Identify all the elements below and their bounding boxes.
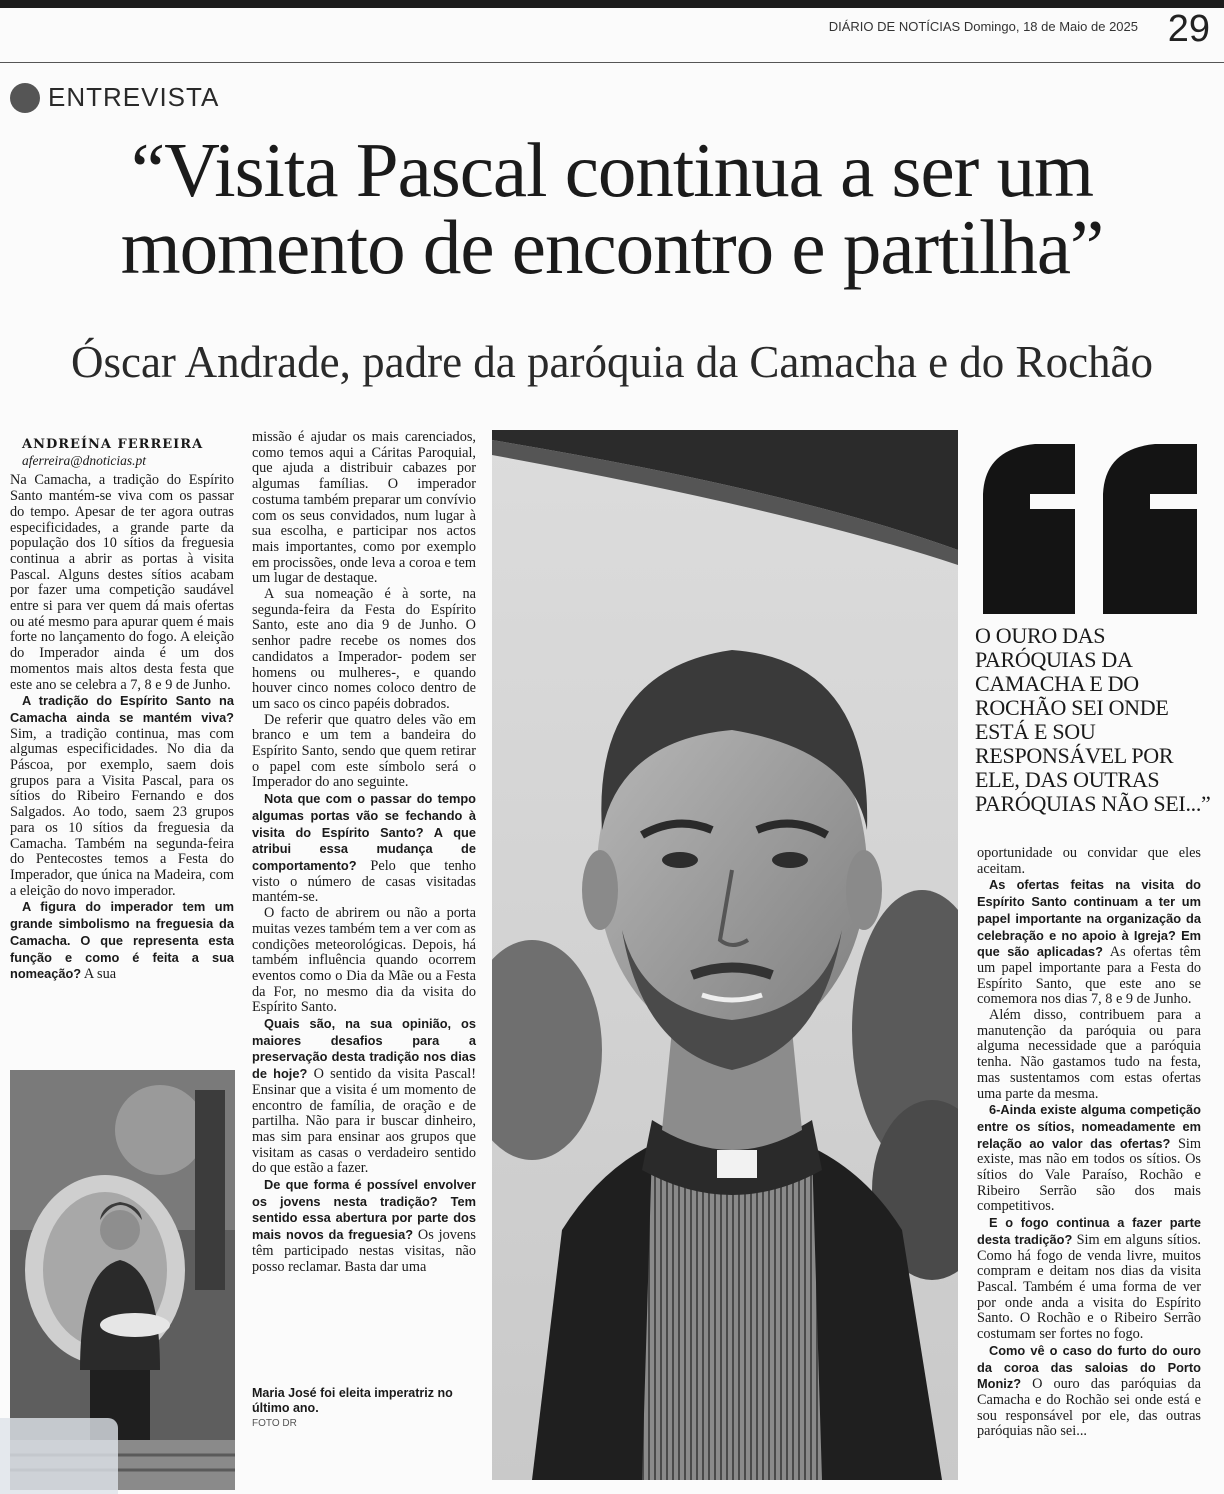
headline — [14, 127, 1210, 290]
article-paragraph: missão é ajudar os mais carenciados, como temos aqui a Cáritas Paroquial, que ajuda a distribuir cabazes por algumas famílias. O imperador costuma também preparar um convívio com os seus convidados, num lugar à sua escolha, e participar nos actos mais importantes, como por exemplo em procissões, onde leva a coroa e tem um lugar de destaque. — [252, 429, 476, 587]
header-rule — [0, 62, 1224, 63]
article-paragraph: De referir que quatro deles vão em branco e um tem a bandeira do Espírito Santo, sendo que quem retirar o papel com este símbolo será o Imperador do ano seguinte. — [252, 711, 476, 791]
interview-question: De que forma é possível envolver os jovens nesta tradição? Tem sentido essa abertura por parte dos mais novos da freguesia? — [252, 1177, 476, 1243]
headline-line-1: “Visita Pascal continua a ser um — [131, 127, 1093, 213]
interview-question: E o fogo continua a fazer parte desta tradição? — [977, 1215, 1201, 1247]
interview-question: A tradição do Espírito Santo na Camacha ainda se mantém viva? — [10, 693, 234, 725]
article-column-1 — [10, 437, 234, 983]
article-column-3 — [977, 846, 1201, 1440]
article-paragraph: O facto de abrirem ou não a porta muitas vezes também tem a ver com as condições meteorológicas. Depois, há também influência quando ocorrem eventos como o Dia da Mãe ou a Festa da For, no mesmo dia da visita do Espírito Santo. — [252, 905, 476, 1016]
corner-overlay — [0, 1418, 118, 1494]
top-bar — [0, 0, 1224, 8]
quote-mark-icon — [975, 434, 1205, 624]
photo-caption: Maria José foi eleita imperatriz no último ano. — [252, 1386, 453, 1415]
interview-answer: As ofertas têm um papel importante para a Festa do Espírito Santo, que este ano se comemora nos dias 7, 8 e 9 de Junho. — [977, 944, 1201, 1008]
article-paragraph — [977, 1102, 1201, 1215]
interview-question: A figura do imperador tem um grande simbolismo na freguesia da Camacha. O que representa esta função e como é feita a sua nomeação? — [10, 899, 234, 982]
subheadline: Óscar Andrade, padre da paróquia da Camacha e do Rochão — [70, 337, 1154, 387]
article-paragraph — [252, 791, 476, 906]
interview-answer: Os jovens têm participado nestas visitas, não posso reclamar. Basta dar uma — [252, 1227, 476, 1275]
section-dot-icon — [10, 83, 40, 113]
publication-date: DIÁRIO DE NOTÍCIAS Domingo, 18 de Maio de 2025 — [828, 19, 1138, 34]
article-paragraph: Além disso, contribuem para a manutenção da paróquia ou para alguma necessidade que a paróquia tenha. Não gastamos tudo na festa, mas sustentamos com estas ofertas uma parte da mesma. — [977, 1007, 1201, 1102]
page-number: 29 — [1167, 8, 1210, 50]
article-paragraph — [252, 1177, 476, 1275]
article-paragraph — [252, 1016, 476, 1177]
pull-quote: O OURO DAS PARÓQUIAS DA CAMACHA E DO ROCHÃO SEI ONDE ESTÁ E SOU RESPONSÁVEL POR ELE, DAS OUTRAS PARÓQUIAS NÃO SEI...” — [975, 623, 1211, 816]
photo-credit: FOTO DR — [252, 1418, 297, 1429]
section-tag — [10, 82, 219, 113]
interview-question: 6-Ainda existe alguma competição entre os sítios, nomeadamente em relação ao valor das ofertas? — [977, 1102, 1201, 1151]
interview-question: Como vê o caso do furto do ouro da coroa das saloias do Porto Moniz? — [977, 1342, 1201, 1392]
interview-answer: Sim em alguns sítios. Como há fogo de venda livre, muitos compram e deitam nos dias da visita Pascal. Também é uma forma de ver por onde anda a visita do Espírito Santo. O Rochão e o Ribeiro Serrão costumam ser fortes no fogo. — [977, 1231, 1201, 1343]
interview-question: As ofertas feitas na visita do Espírito Santo continuam a ter um papel importante na organização da celebração e no apoio à Igreja? Em que são aplicadas? — [977, 877, 1201, 960]
portrait-photo — [492, 430, 958, 1480]
headline-line-2: momento de encontro e partilha” — [120, 204, 1104, 290]
article-paragraph — [977, 1215, 1201, 1343]
interview-question: Quais são, na sua opinião, os maiores desafios para a preservação desta tradição nos dias de hoje? — [252, 1016, 476, 1082]
interview-answer: A sua — [81, 966, 117, 983]
interview-answer: Pelo que tenho visto o número de casas visitadas mantém-se. — [252, 857, 476, 906]
article-paragraph — [977, 877, 1201, 1008]
article-column-2 — [252, 430, 476, 1275]
article-paragraph — [977, 1343, 1201, 1440]
col1-body — [10, 473, 234, 983]
interview-answer: O sentido da visita Pascal! Ensinar que a visita é um momento de encontro de família, de oração e de partilha. Não para ir buscar dinheiro, mas sim para ensinar aos grupos que visitam as casas o verdadeiro sentido do que estão a fazer. — [252, 1066, 476, 1177]
portrait-photo-image — [492, 430, 958, 1480]
article-paragraph — [10, 693, 234, 899]
byline-author: ANDREÍNA FERREIRA — [22, 437, 204, 452]
interview-question: Nota que com o passar do tempo algumas portas vão se fechando à visita do Espírito Santo? A que atribui essa mudança de comportamento? — [252, 791, 476, 873]
article-paragraph: A sua nomeação é à sorte, na segunda-feira da Festa do Espírito Santo, este ano dia 9 de Junho. O senhor padre recebe os nomes dos candidatos a Imperador- podem ser homens ou mulheres-, e quando houver cinco nomes coloco dentro de um saco os cinco papéis dobrados. — [252, 586, 476, 712]
interview-answer: O ouro das paróquias da Camacha e do Rochão sei onde está e sou responsável por ele, das outras paróquias não sei... — [977, 1376, 1201, 1440]
article-paragraph: Na Camacha, a tradição do Espírito Santo mantém-se viva com os passar do tempo. Apesar de ter agora outras especificidades, a grande parte da população dos 10 sítios da freguesia continua a abrir as portas à visita Pascal. Alguns destes sítios acabam por fazer uma competição saudável entre si para ver quem dá mais ofertas ou até mesmo para apurar quem é mais forte no lançamento do fogo. A eleição do Imperador ainda é um dos momentos mais altos desta festa que este ano se celebra a 7, 8 e 9 de Junho. — [10, 472, 234, 693]
article-paragraph — [10, 899, 234, 983]
interview-answer: Sim, a tradição continua, mas com algumas especificidades. No dia da Páscoa, por exemplo, saem dois grupos para a Visita Pascal, para os sítios do Ribeiro Fernando e dos Salgados. Ao todo, saem 23 grupos para os 10 sítios da freguesia da Camacha. Também na segunda-feira do Pentecostes temos a Festa do Imperador, que única na Madeira, com a eleição do novo imperador. — [10, 725, 234, 899]
quote-mark-glyph — [975, 434, 1205, 624]
article-paragraph: oportunidade ou convidar que eles aceitam. — [977, 845, 1201, 877]
section-label: ENTREVISTA — [48, 82, 220, 112]
byline-email: aferreira@dnoticias.pt — [22, 452, 147, 468]
interview-answer: Sim existe, mas não em todos os sítios. Os sítios do Vale Paraíso, Rochão e Ribeiro Serrão são dos mais competitivos. — [977, 1135, 1201, 1215]
